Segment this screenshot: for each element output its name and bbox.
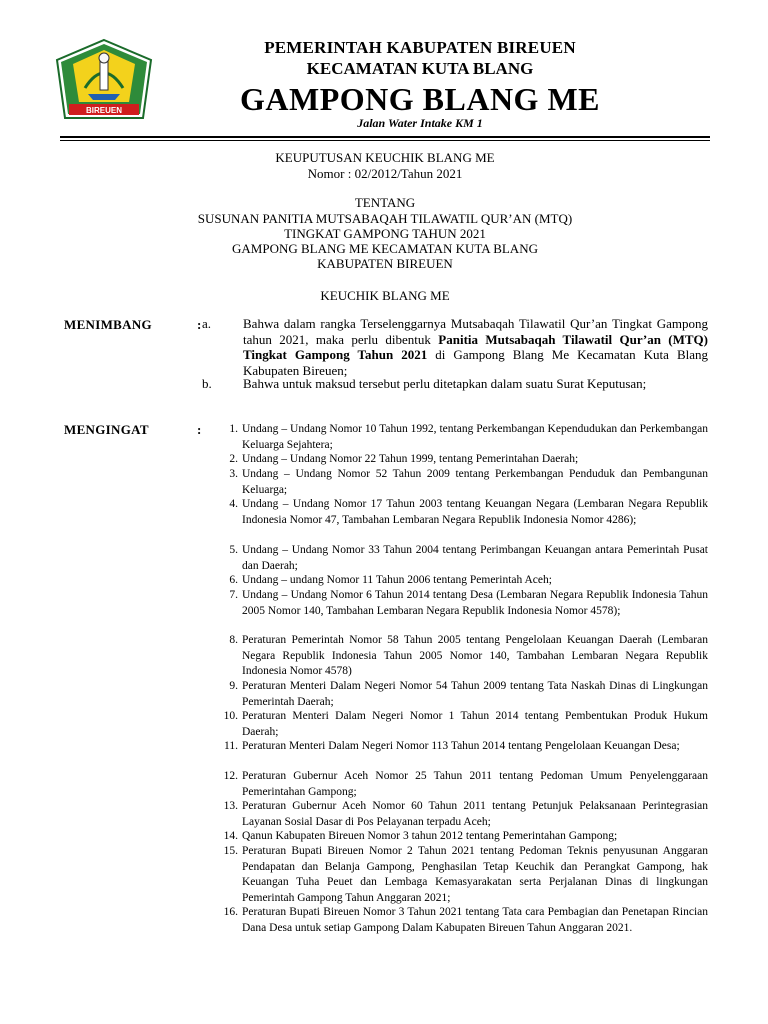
- decree-subject-line-3: GAMPONG BLANG ME KECAMATAN KUTA BLANG: [232, 241, 538, 256]
- village-name: GAMPONG BLANG ME: [240, 81, 600, 117]
- section-label-mengingat: MENGINGAT: [64, 422, 149, 437]
- item-text: Bahwa dalam rangka Terselenggarnya Mutsabaqah Tilawatil Qur’an Tingkat Gampong tahun 2021, maka perlu dibentuk Panitia Mutsabaqah Tilawatil Qur’an (MTQ) Tingkat Gampong Tahun 2021 di Gampong Blang Me Kecamatan Kuta Blang Kabupaten Bireuen;: [243, 316, 708, 378]
- item-number: b.: [202, 376, 212, 391]
- menimbang-item: [202, 316, 708, 378]
- law-item: 9. Peraturan Menteri Dalam Negeri Nomor 54 Tahun 2009 tentang Tata Naskah Dinas di Lingkungan Pemerintah Daerah;: [229, 680, 708, 708]
- law-item: 10. Peraturan Menteri Dalam Negeri Nomor 1 Tahun 2014 tentang Pembentukan Produk Hukum Daerah;: [223, 710, 708, 738]
- section-colon: :: [197, 422, 202, 437]
- item-number: a.: [202, 316, 212, 331]
- law-item: 13. Peraturan Gubernur Aceh Nomor 60 Tahun 2011 tentang Petunjuk Pelaksanaan Perintegrasian Layanan Sosial Dasar di Pos Pelayanan terpadu Aceh;: [223, 800, 708, 828]
- section-label-menimbang: MENIMBANG: [64, 317, 152, 332]
- decree-number: Nomor : 02/2012/Tahun 2021: [307, 166, 463, 181]
- law-item: 3. Undang – Undang Nomor 52 Tahun 2009 tentang Perkembangan Penduduk dan Pembangunan Keluarga;: [229, 468, 708, 496]
- decree-title: KEUPUTUSAN KEUCHIK BLANG ME: [275, 150, 495, 165]
- section-colon: :: [197, 317, 202, 332]
- decree-authority: KEUCHIK BLANG ME: [320, 288, 450, 303]
- law-item: 11. Peraturan Menteri Dalam Negeri Nomor 113 Tahun 2014 tentang Pengelolaan Keuangan Desa;: [224, 740, 680, 752]
- bireuen-regency-logo: [55, 38, 153, 124]
- law-item: 12. Peraturan Gubernur Aceh Nomor 25 Tahun 2011 tentang Pedoman Umum Penyelenggaraan Pemerintahan Gampong;: [223, 770, 708, 798]
- address: Jalan Water Intake KM 1: [357, 116, 483, 130]
- district-name: KECAMATAN KUTA BLANG: [306, 59, 534, 78]
- law-item: 4. Undang – Undang Nomor 17 Tahun 2003 tentang Keuangan Negara (Lembaran Negara Republik Indonesia Nomor 47, Tambahan Lembaran Negara Republik Indonesia Nomor 4286);: [229, 498, 708, 526]
- law-item: 1. Undang – Undang Nomor 10 Tahun 1992, tentang Perkembangan Kependudukan dan Perkembangan Keluarga Sejahtera;: [229, 423, 708, 451]
- logo-text: BIREUEN: [85, 106, 123, 115]
- menimbang-item: [202, 376, 708, 392]
- decree-subject-line-1: SUSUNAN PANITIA MUTSABAQAH TILAWATIL QUR’AN (MTQ): [197, 211, 573, 226]
- law-item: 15. Peraturan Bupati Bireuen Nomor 2 Tahun 2021 tentang Pedoman Teknis penyusunan Anggaran Pendapatan dan Belanja Gampong, Penghasilan Tetap Keuchik dan Perangkat Gampong, hak Keuangan Tuha Peuet dan Lembaga Kemasyarakatan serta Perjalanan Dinas di lingkungan Pemerintah Gampong Tahun Anggaran 2021;: [223, 845, 708, 904]
- law-item: 5. Undang – Undang Nomor 33 Tahun 2004 tentang Perimbangan Keuangan antara Pemerintah Pusat dan Daerah;: [229, 544, 708, 572]
- decree-about: TENTANG: [354, 195, 416, 210]
- law-item: 14. Qanun Kabupaten Bireuen Nomor 3 tahun 2012 tentang Pemerintahan Gampong;: [223, 830, 618, 842]
- law-item: 8. Peraturan Pemerintah Nomor 58 Tahun 2005 tentang Pengelolaan Keuangan Daerah (Lembaran Negara Republik Indonesia Tahun 2005 Nomor 140, Tambahan Lembaran Negara Republik Indonesia Nomor 4578): [229, 634, 708, 677]
- letterhead-rule-thick: [60, 136, 710, 138]
- decree-subject-line-4: KABUPATEN BIREUEN: [317, 256, 453, 271]
- law-item: 6. Undang – undang Nomor 11 Tahun 2006 tentang Pemerintah Aceh;: [229, 574, 552, 586]
- decree-subject-line-2: TINGKAT GAMPONG TAHUN 2021: [284, 226, 486, 241]
- item-text: Bahwa untuk maksud tersebut perlu ditetapkan dalam suatu Surat Keputusan;: [243, 376, 647, 391]
- law-item: 2. Undang – Undang Nomor 22 Tahun 1999, tentang Pemerintahan Daerah;: [229, 453, 579, 465]
- letterhead-rule-thin: [60, 140, 710, 141]
- law-item: 16. Peraturan Bupati Bireuen Nomor 3 Tahun 2021 tentang Tata cara Pembagian dan Penetapan Rincian Dana Desa untuk setiap Gampong Dalam Kabupaten Bireuen Tahun Anggaran 2021.: [223, 906, 708, 934]
- government-name: PEMERINTAH KABUPATEN BIREUEN: [264, 38, 576, 57]
- law-item: 7. Undang – Undang Nomor 6 Tahun 2014 tentang Desa (Lembaran Negara Republik Indonesia Tahun 2005 Nomor 140, Tambahan Lembaran Negara Republik Indonesia Nomor 4578);: [229, 589, 708, 617]
